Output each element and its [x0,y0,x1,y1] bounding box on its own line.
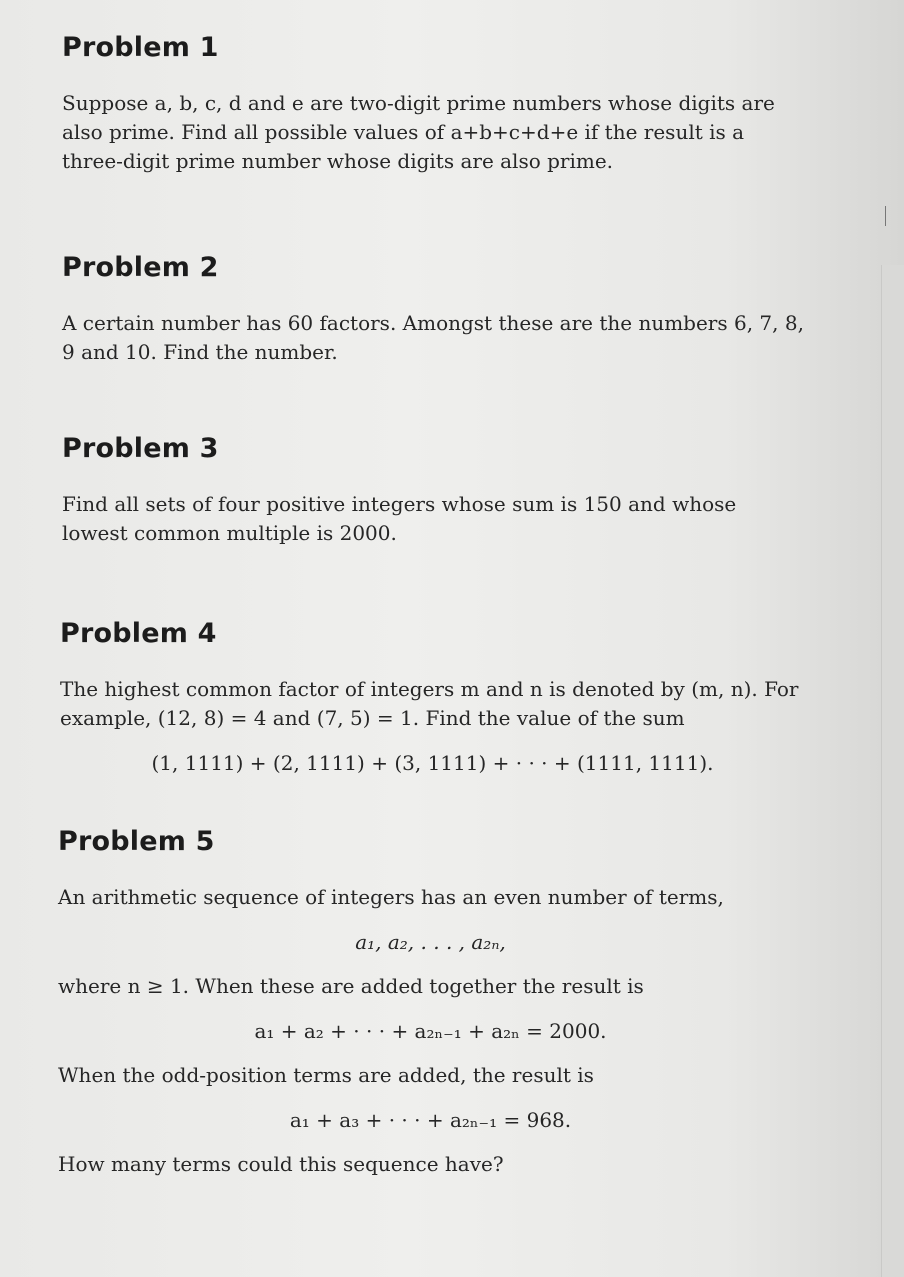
problem-title: Problem 3 [62,433,219,464]
display-sequence: a₁, a₂, . . . , a₂ₙ, [355,930,506,954]
problem-title: Problem 2 [62,252,219,283]
problem-3 [62,433,807,548]
problem-5 [58,826,803,1179]
display-equation: (1, 1111) + (2, 1111) + (3, 1111) + · · · + (1111, 1111). [151,751,714,775]
problem-2 [62,252,807,367]
problem-title: Problem 1 [62,32,219,63]
problem-4 [60,618,805,793]
problem-title: Problem 5 [58,826,215,857]
problem-question: How many terms could this sequence have? [58,1152,504,1176]
problem-title: Problem 4 [60,618,217,649]
problem-text: Suppose a, b, c, d and e are two-digit prime numbers whose digits are also prime. Find all possible values of a+b+c+d+e if the result is a three-digit prime number whose digits are also prime. [62,91,775,173]
page-edge [881,265,904,1277]
problem-text: where n ≥ 1. When these are added together the result is [58,974,644,998]
display-odd-sum: a₁ + a₃ + · · · + a₂ₙ₋₁ = 968. [289,1108,572,1132]
margin-mark [885,206,886,226]
problem-text: A certain number has 60 factors. Amongst these are the numbers 6, 7, 8, 9 and 10. Find the number. [62,311,804,364]
problem-text: Find all sets of four positive integers whose sum is 150 and whose lowest common multiple is 2000. [62,492,737,545]
problem-text: When the odd-position terms are added, the result is [58,1063,594,1087]
problem-1 [62,32,807,176]
problem-text: The highest common factor of integers m and n is denoted by (m, n). For example, (12, 8) = 4 and (7, 5) = 1. Find the value of the sum [60,677,799,730]
display-total-sum: a₁ + a₂ + · · · + a₂ₙ₋₁ + a₂ₙ = 2000. [254,1019,607,1043]
problem-text: An arithmetic sequence of integers has an even number of terms, [58,885,724,909]
